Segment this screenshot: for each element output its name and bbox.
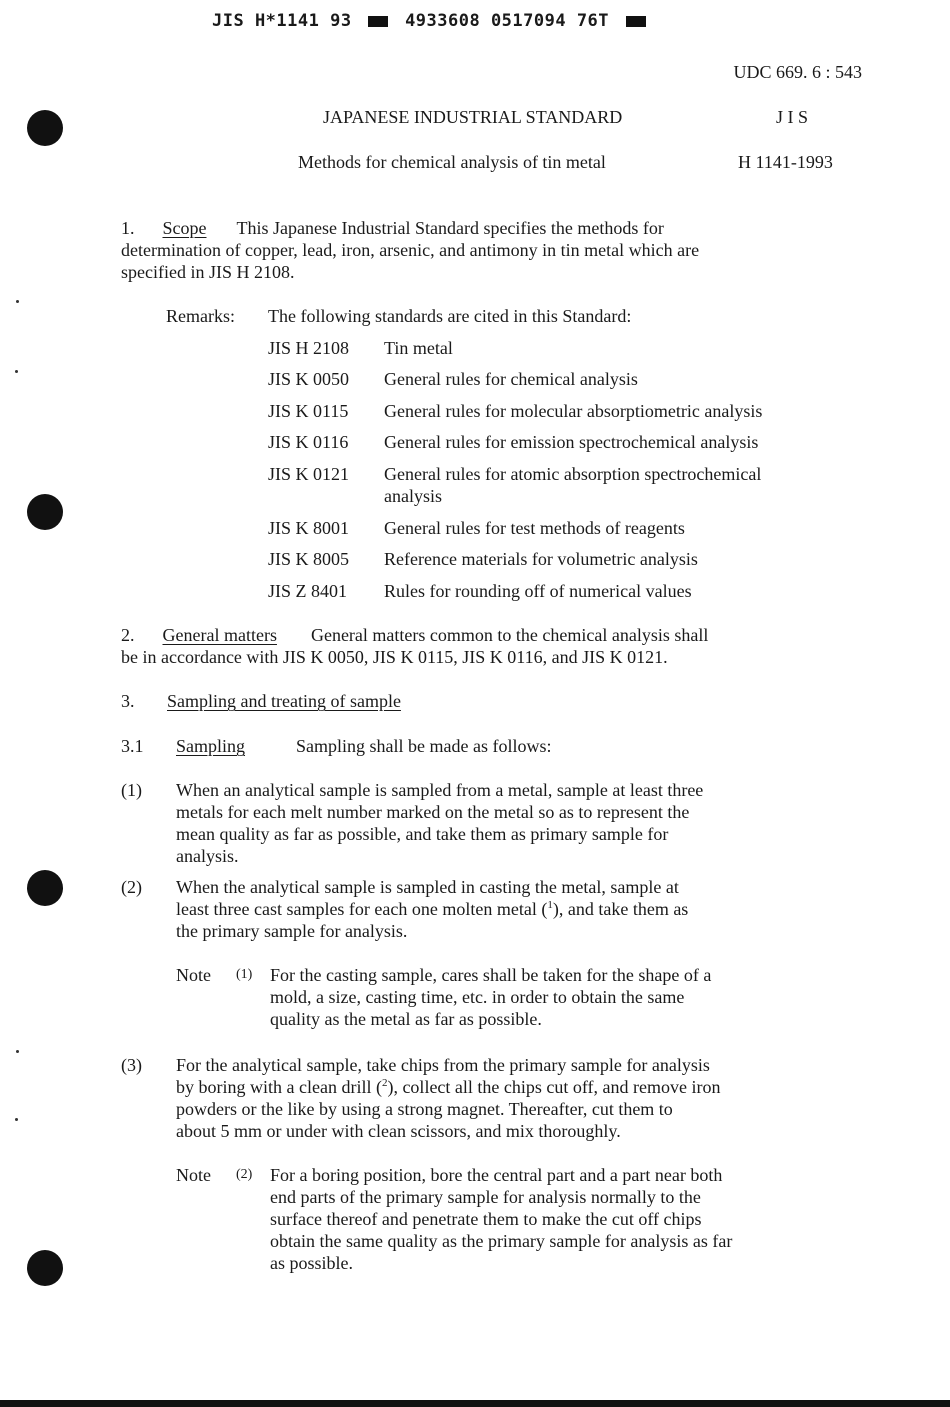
note-label: Note: [176, 1165, 211, 1185]
section-heading: General matters: [162, 625, 277, 645]
text-segment: ), collect all the chips cut off, and remove iron: [387, 1077, 721, 1097]
standard-code: JIS K 8001: [268, 518, 350, 538]
cited-standard-row: [268, 400, 868, 422]
section-heading: Sampling and treating of sample: [167, 691, 401, 711]
text-line: surface thereof and penetrate them to make the cut off chips: [270, 1209, 702, 1229]
subsection-heading: Sampling: [176, 736, 246, 756]
section-text: General matters common to the chemical analysis shall: [310, 625, 709, 645]
standard-description: General rules for chemical analysis: [384, 369, 638, 389]
standard-code: JIS H 2108: [268, 338, 350, 358]
jis-mark: J I S: [776, 107, 809, 127]
list-item-number: (2): [121, 877, 142, 897]
text-line: quality as the metal as far as possible.: [270, 1009, 542, 1029]
section-1-scope: [121, 217, 856, 283]
text-line: analysis.: [176, 846, 239, 866]
text-line: For a boring position, bore the central part and a part near both: [270, 1165, 723, 1185]
text-line: [176, 1076, 860, 1098]
remarks-intro: The following standards are cited in this Standard:: [268, 306, 632, 326]
scan-header-code: [212, 10, 652, 32]
list-item-text: [176, 876, 860, 942]
cited-standard-row: [268, 517, 868, 539]
section-text: be in accordance with JIS K 0050, JIS K 0115, JIS K 0116, and JIS K 0121.: [121, 647, 668, 667]
note-text: [270, 1164, 865, 1274]
section-text: specified in JIS H 2108.: [121, 262, 295, 282]
scan-speck: [15, 370, 18, 373]
standard-code: JIS K 0116: [268, 432, 349, 452]
scan-speck: [16, 1050, 19, 1053]
scan-speck: [16, 300, 19, 303]
section-number: 1.: [121, 218, 135, 238]
text-line: When the analytical sample is sampled in casting the metal, sample at: [176, 877, 679, 897]
standard-description: General rules for emission spectrochemical analysis: [384, 432, 759, 452]
cited-standard-row: [268, 368, 868, 390]
black-block-mark: [626, 16, 646, 27]
header-code-a: JIS H*1141 93: [212, 11, 352, 31]
text-line: about 5 mm or under with clean scissors, and mix thoroughly.: [176, 1121, 621, 1141]
standard-description: Tin metal: [384, 338, 453, 358]
standard-code: JIS K 0121: [268, 464, 350, 484]
header-code-b: 4933608 0517094 76T: [405, 11, 610, 31]
section-number: 2.: [121, 625, 135, 645]
section-heading: Scope: [162, 218, 207, 238]
list-item-text: [176, 779, 860, 867]
binder-hole: [27, 110, 63, 146]
text-segment: ), and take them as: [552, 899, 689, 919]
cited-standard-row: [268, 337, 868, 359]
standard-description: General rules for atomic absorption spectrochemical: [384, 464, 762, 484]
text-line: When an analytical sample is sampled from a metal, sample at least three: [176, 780, 704, 800]
subsection-number: 3.1: [121, 736, 144, 756]
section-text: This Japanese Industrial Standard specifies the methods for: [236, 218, 664, 238]
text-line: obtain the same quality as the primary sample for analysis as far: [270, 1231, 733, 1251]
standard-code: JIS Z 8401: [268, 581, 348, 601]
standard-description: Rules for rounding off of numerical values: [384, 581, 692, 601]
black-block-mark: [368, 16, 388, 27]
standard-code: JIS K 8005: [268, 549, 350, 569]
standard-description-cont: analysis: [384, 486, 442, 506]
text-line: the primary sample for analysis.: [176, 921, 408, 941]
standard-number: H 1141-1993: [738, 152, 833, 172]
text-line: end parts of the primary sample for analysis normally to the: [270, 1187, 701, 1207]
scan-speck: [15, 1118, 18, 1121]
text-line: mean quality as far as possible, and take them as primary sample for: [176, 824, 669, 844]
text-line: For the casting sample, cares shall be taken for the shape of a: [270, 965, 712, 985]
cited-standard-row: [268, 548, 868, 570]
list-item-number: (3): [121, 1055, 142, 1075]
binder-hole: [27, 494, 63, 530]
cited-standard-row: [268, 463, 868, 507]
document-title: Methods for chemical analysis of tin metal: [298, 152, 606, 172]
list-item-text: [176, 1054, 860, 1142]
text-segment: by boring with a clean drill (: [176, 1077, 382, 1097]
text-line: For the analytical sample, take chips from the primary sample for analysis: [176, 1055, 710, 1075]
text-line: powders or the like by using a strong magnet. Thereafter, cut them to: [176, 1099, 673, 1119]
subsection-text: Sampling shall be made as follows:: [296, 736, 552, 756]
note-mark: (2): [236, 1167, 253, 1182]
standard-description: General rules for test methods of reagents: [384, 518, 685, 538]
note-text: [270, 964, 865, 1030]
text-line: metals for each melt number marked on the metal so as to represent the: [176, 802, 690, 822]
standard-description: Reference materials for volumetric analysis: [384, 549, 698, 569]
footnote-ref: 1: [547, 899, 553, 911]
scan-bottom-edge: [0, 1400, 950, 1407]
remarks-label: Remarks:: [166, 306, 235, 326]
udc-code: UDC 669. 6 : 543: [733, 62, 862, 82]
footnote-ref: 2: [381, 1077, 388, 1089]
text-line: [176, 898, 860, 920]
note-label: Note: [176, 965, 211, 985]
cited-standard-row: [268, 580, 868, 602]
cited-standard-row: [268, 431, 868, 453]
standard-description: General rules for molecular absorptiometric analysis: [384, 401, 763, 421]
text-segment: least three cast samples for each one molten metal (: [176, 899, 548, 919]
list-item-number: (1): [121, 780, 142, 800]
binder-hole: [27, 870, 63, 906]
binder-hole: [27, 1250, 63, 1286]
standard-code: JIS K 0115: [268, 401, 349, 421]
section-text: determination of copper, lead, iron, arsenic, and antimony in tin metal which are: [121, 240, 700, 260]
section-number: 3.: [121, 691, 135, 711]
note-mark: (1): [236, 967, 253, 982]
standard-code: JIS K 0050: [268, 369, 350, 389]
standard-org-title: JAPANESE INDUSTRIAL STANDARD: [323, 107, 623, 127]
text-line: mold, a size, casting time, etc. in order to obtain the same: [270, 987, 685, 1007]
section-2-general-matters: [121, 624, 856, 668]
text-line: as possible.: [270, 1253, 353, 1273]
